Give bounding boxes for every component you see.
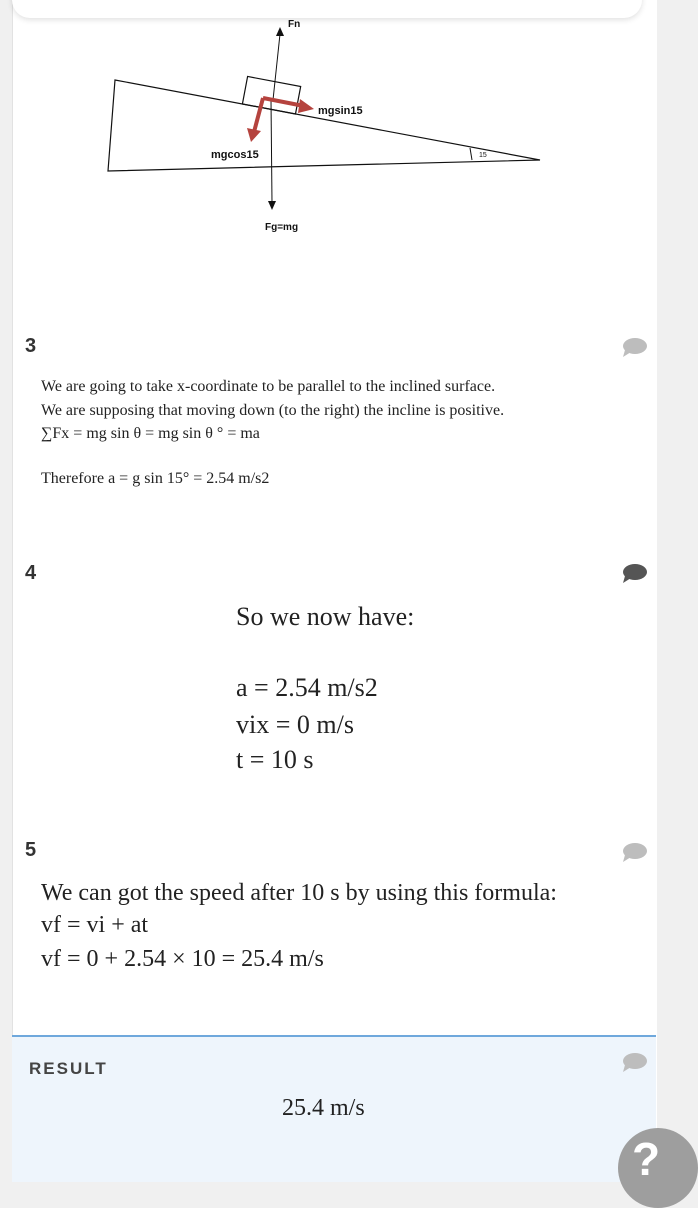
step-equation: t = 10 s <box>236 745 314 774</box>
result-panel <box>12 1035 656 1182</box>
incline-wedge <box>108 80 540 171</box>
step-number: 5 <box>25 839 37 861</box>
step-equation: vix = 0 m/s <box>236 710 354 739</box>
free-body-diagram <box>0 0 656 300</box>
comment-icon[interactable] <box>620 337 648 357</box>
gravity-label: Fg=mg <box>265 222 299 233</box>
perpendicular-component-arrowhead <box>247 128 261 142</box>
step-text: We are going to take x-coordinate to be parallel to the inclined surface. <box>41 378 496 395</box>
step-equation: a = 2.54 m/s2 <box>236 673 378 702</box>
angle-label: 15 <box>479 152 487 159</box>
comment-icon[interactable] <box>620 1052 648 1072</box>
perpendicular-component-arrow <box>254 98 263 132</box>
normal-force-arrow <box>273 34 280 100</box>
normal-force-arrowhead <box>276 27 284 36</box>
step-equation: ∑Fx = mg sin θ = mg sin θ ° = ma <box>41 425 260 442</box>
parallel-component-arrowhead <box>298 99 314 113</box>
normal-force-label: Fn <box>288 19 301 30</box>
step-equation-final: vf = 0 + 2.54 × 10 = 25.4 m/s <box>41 946 324 972</box>
gravity-arrow <box>271 100 272 203</box>
step-heading: So we now have: <box>236 602 415 631</box>
step-number: 4 <box>25 562 37 584</box>
step-result-line: Therefore a = g sin 15° = 2.54 m/s2 <box>41 470 270 487</box>
step-number: 3 <box>25 335 37 357</box>
step-text: We can got the speed after 10 s by using this formula: <box>41 880 557 906</box>
help-button[interactable] <box>618 1128 698 1208</box>
perpendicular-component-label: mgcos15 <box>211 149 259 161</box>
step-text: We are supposing that moving down (to the right) the incline is positive. <box>41 402 505 419</box>
gravity-arrowhead <box>268 201 276 210</box>
help-icon: ? <box>632 1133 661 1185</box>
step-equation: vf = vi + at <box>41 912 149 938</box>
angle-marker <box>470 148 472 160</box>
comment-icon[interactable] <box>620 563 648 583</box>
result-label: RESULT <box>29 1059 108 1078</box>
comment-icon[interactable] <box>620 842 648 862</box>
parallel-component-label: mgsin15 <box>318 105 363 117</box>
result-value: 25.4 m/s <box>282 1095 365 1121</box>
